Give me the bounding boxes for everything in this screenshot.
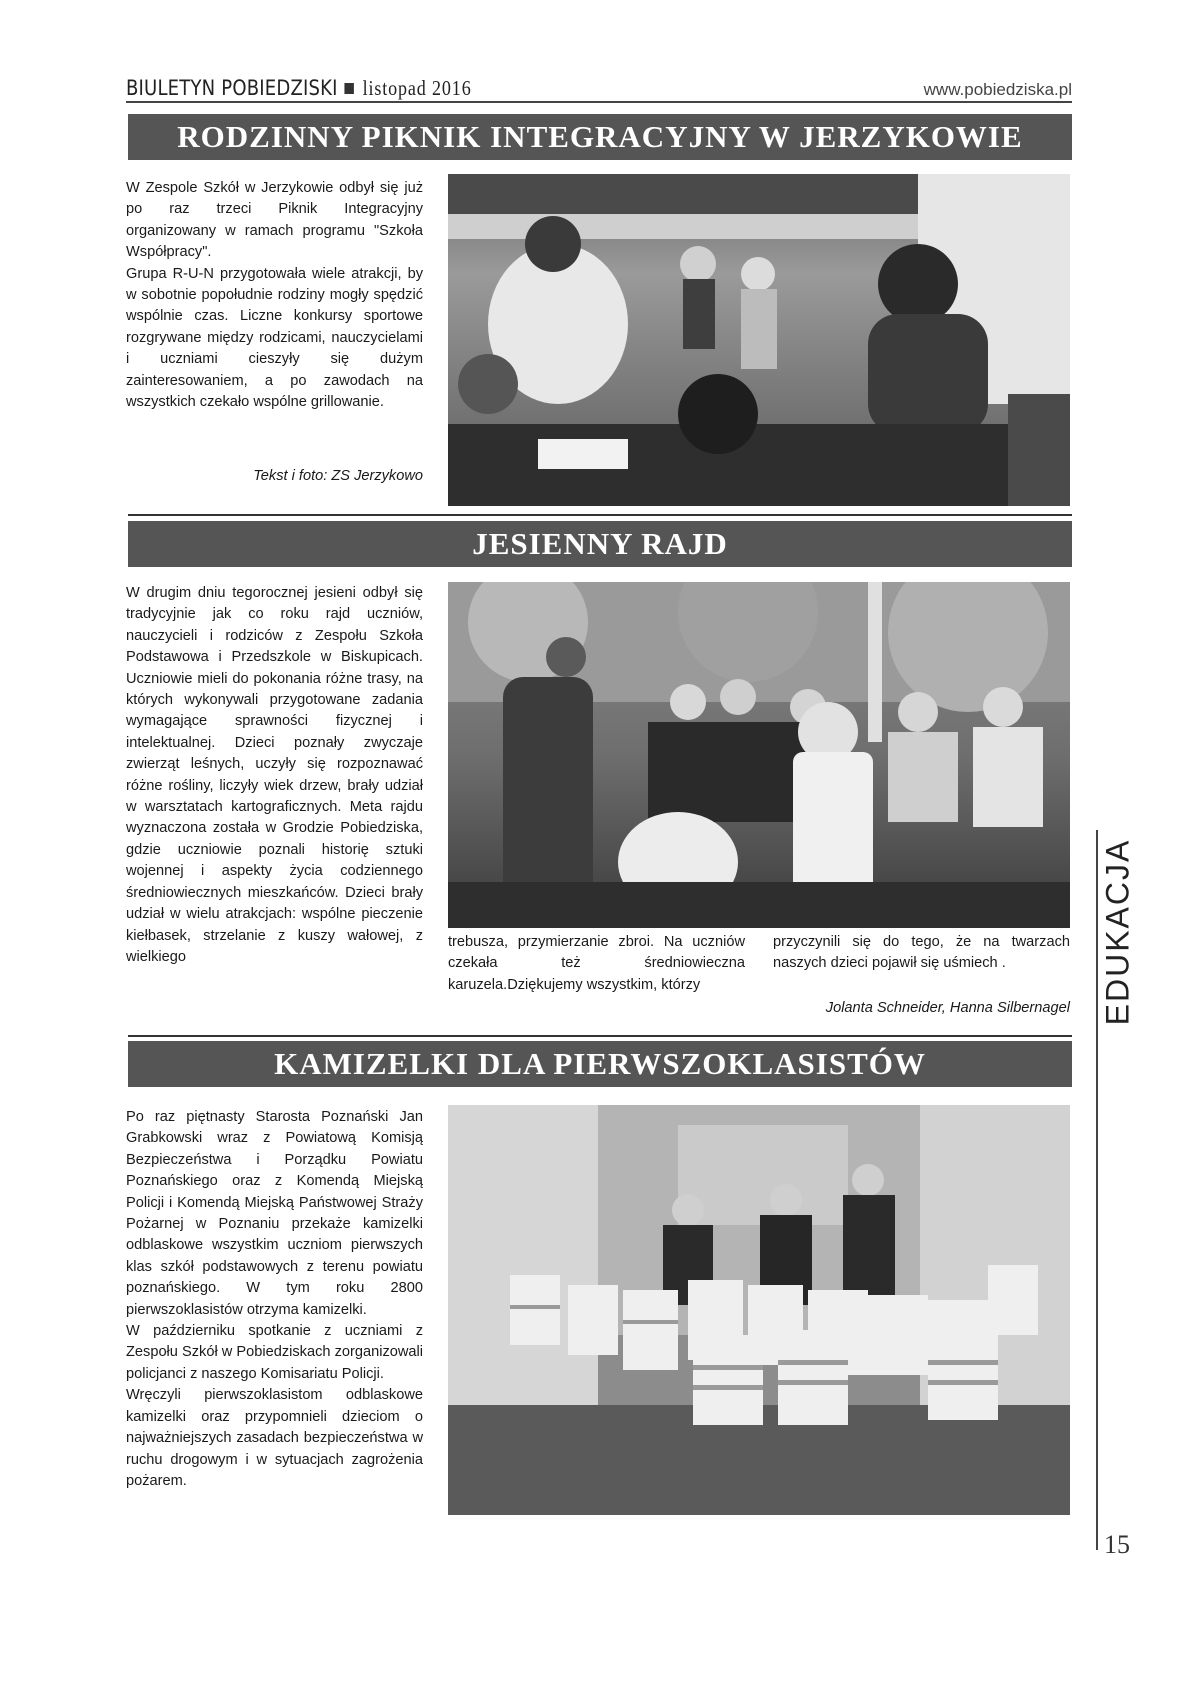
article2-column-2: trebusza, przymierzanie zbroi. Na uczniów czekała też średniowieczna karuzela.Dziękujemy wszystkim, którzy [448, 934, 745, 993]
section-name: EDUKACJA [1099, 838, 1136, 1026]
article2-title: JESIENNY RAJD [128, 521, 1072, 567]
header-divider [126, 101, 1072, 103]
article3-body [126, 1107, 423, 1492]
issue-date: listopad 2016 [362, 76, 472, 100]
article3-photo [448, 1105, 1070, 1515]
article3-paragraph: Po raz piętnasty Starosta Poznański Jan Grabkowski wraz z Powiatową Komisją Bezpieczeństwa i Porządku Powiatu Poznańskiego oraz z Komendą Miejską Policji i Komendą Miejską Państwowej Straży Pożarnej w Poznaniu przekaże kamizelki odblaskowe wszystkim uczniom pierwszych klas szkół podstawowych z terenu powiatu poznańskiego. W tym roku 2800 pierwszoklasistów otrzyma kamizelki. [126, 1109, 423, 1318]
article1-credit: Tekst i foto: ZS Jerzykowo [253, 468, 423, 484]
section-label [1099, 838, 1136, 1026]
article2-column-3: przyczynili się do tego, że na twarzach naszych dzieci pojawił się uśmiech . [773, 934, 1070, 972]
article1-paragraph: Grupa R-U-N przygotowała wiele atrakcji, by w sobotnie popołudnie rodziny mogły spędzić wspólnie czas. Liczne konkursy sportowe rozgrywane między rodzicami, nauczycielami i uczniami cieszyły się dużym zainteresowaniem, a po zawodach na wszystkich czekało wspólne grillowanie. [126, 265, 423, 411]
square-bullet-icon [345, 83, 354, 94]
article1-photo [448, 174, 1070, 506]
publication-header [126, 76, 472, 101]
article1-title: RODZINNY PIKNIK INTEGRACYJNY W JERZYKOWIE [128, 114, 1072, 160]
publication-title: BIULETYN POBIEDZISKI [126, 76, 338, 100]
article3-paragraph: Wręczyli pierwszoklasistom odblaskowe kamizelki oraz przypomnieli dzieciom o najważniejszych zasadach bezpieczeństwa w ruchu drogowym i w sytuacjach zagrożenia pożarem. [126, 1387, 423, 1489]
article3-paragraph: W październiku spotkanie z uczniami z Zespołu Szkół w Pobiedziskach zorganizowali policjanci z naszego Komisariatu Policji. [126, 1323, 423, 1382]
article2-column-1: W drugim dniu tegorocznej jesieni odbył się tradycyjnie jak co roku rajd uczniów, nauczycieli i rodziców z Zespołu Szkoła Podstawowa i Przedszkole w Biskupicach. Uczniowie mieli do pokonania różne trasy, na których wykonywali przygotowane zadania wymagające sprawności fizycznej i intelektualnej. Dzieci poznały zwyczaje zwierząt leśnych, uczyły się rozpoznawać różne rośliny, liczyły wiek drzew, brały udział w warsztatach kartograficznych. Meta rajdu wyznaczona została w Grodzie Pobiedziska, gdzie uczniowie poznali historię sztuki wojennej i aspekty życia codziennego średniowiecznych mieszkańców. Dzieci brały udział w wielu atrakcjach: wspólne pieczenie kiełbasek, strzelanie z kuszy wałowej, z wielkiego [126, 585, 423, 965]
article1-paragraph: W Zespole Szkół w Jerzykowie odbył się już po raz trzeci Piknik Integracyjny organizowany w ramach programu "Szkoła Współpracy". [126, 180, 423, 261]
article3-title: KAMIZELKI DLA PIERWSZOKLASISTÓW [128, 1041, 1072, 1087]
article2-photo [448, 582, 1070, 928]
section-divider [128, 514, 1072, 516]
sidebar-rule [1096, 830, 1098, 1550]
section-divider [128, 1035, 1072, 1037]
page-number: 15 [1104, 1530, 1130, 1559]
website-link[interactable]: www.pobiedziska.pl [923, 80, 1072, 99]
article1-body [126, 178, 423, 413]
article2-credit: Jolanta Schneider, Hanna Silbernagel [825, 1000, 1070, 1016]
